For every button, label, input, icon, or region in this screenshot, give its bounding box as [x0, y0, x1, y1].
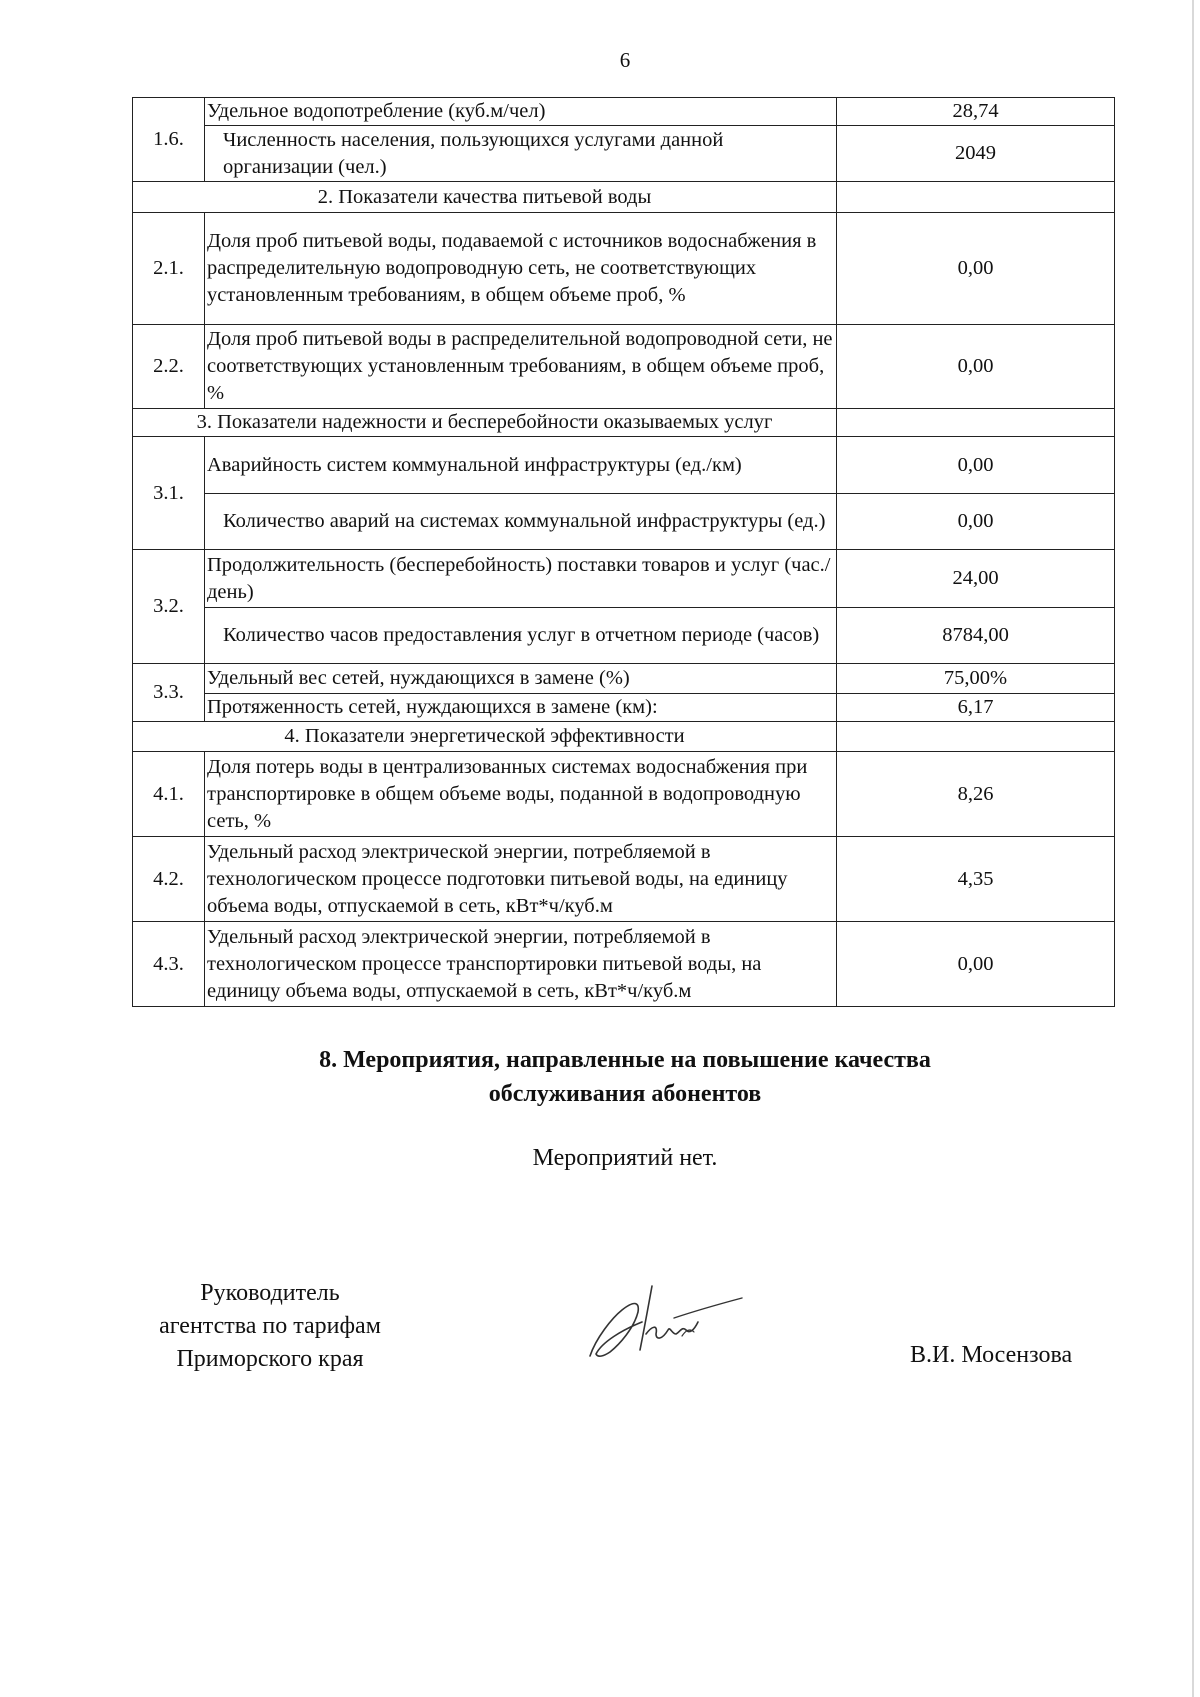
table-row [133, 550, 1115, 608]
indicator-value: 0,00 [837, 325, 1115, 409]
indicator-description: Доля потерь воды в централизованных системах водоснабжения при транспортировке в общем объеме воды, поданной в водопроводную сеть, % [205, 752, 837, 837]
indicator-value: 2049 [837, 126, 1115, 182]
indicator-number: 1.6. [133, 98, 205, 182]
indicator-value: 75,00% [837, 664, 1115, 694]
section-value-cell [837, 722, 1115, 752]
section-8-heading [0, 1043, 1200, 1111]
indicator-value: 0,00 [837, 494, 1115, 550]
table-row [133, 126, 1115, 182]
section-title: 3. Показатели надежности и бесперебойности оказываемых услуг [133, 409, 837, 437]
indicator-number: 4.3. [133, 922, 205, 1007]
indicator-number: 2.1. [133, 213, 205, 325]
indicator-value: 24,00 [837, 550, 1115, 608]
indicator-description: Продолжительность (бесперебойность) поставки товаров и услуг (час./день) [205, 550, 837, 608]
table-row [133, 664, 1115, 694]
indicator-description: Доля проб питьевой воды в распределительной водопроводной сети, не соответствующих установленным требованиям, в общем объеме проб, % [205, 325, 837, 409]
table-row [133, 608, 1115, 664]
indicator-value: 8784,00 [837, 608, 1115, 664]
indicator-description: Удельный расход электрической энергии, потребляемой в технологическом процессе транспортировки питьевой воды, на единицу объема воды, отпускаемой в сеть, кВт*ч/куб.м [205, 922, 837, 1007]
indicator-description: Количество часов предоставления услуг в отчетном периоде (часов) [205, 608, 837, 664]
section-8-text: Мероприятий нет. [532, 1145, 718, 1171]
table-row [133, 752, 1115, 837]
section-8-heading-line-2: обслуживания абонентов [488, 1081, 762, 1107]
indicator-number: 4.2. [133, 837, 205, 922]
page-number: 6 [619, 48, 631, 72]
signer-title-line-2: агентства по тарифам [159, 1313, 381, 1339]
indicator-description: Доля проб питьевой воды, подаваемой с источников водоснабжения в распределительную водопроводную сеть, не соответствующих установленным требованиям, в общем объеме проб, % [205, 213, 837, 325]
section-title: 2. Показатели качества питьевой воды [133, 182, 837, 213]
signer-name: В.И. Мосензова [910, 1342, 1073, 1368]
table-section-row [133, 409, 1115, 437]
section-value-cell [837, 409, 1115, 437]
table-row [133, 922, 1115, 1007]
indicator-description: Удельный расход электрической энергии, потребляемой в технологическом процессе подготовки питьевой воды, на единицу объема воды, отпускаемой в сеть, кВт*ч/куб.м [205, 837, 837, 922]
indicator-value: 6,17 [837, 694, 1115, 722]
indicator-number: 2.2. [133, 325, 205, 409]
signer-title [120, 1277, 420, 1376]
table-row [133, 694, 1115, 722]
section-title: 4. Показатели энергетической эффективности [133, 722, 837, 752]
indicator-description: Удельный вес сетей, нуждающихся в замене (%) [205, 664, 837, 694]
indicator-number: 3.1. [133, 437, 205, 550]
table-row [133, 494, 1115, 550]
indicators-table [132, 97, 1115, 1007]
indicator-value: 8,26 [837, 752, 1115, 837]
table-row [133, 213, 1115, 325]
signer-title-line-3: Приморского края [176, 1346, 364, 1372]
table-row [133, 98, 1115, 126]
table-row [133, 437, 1115, 494]
section-8-heading-line-1: 8. Мероприятия, направленные на повышение качества [319, 1047, 931, 1073]
indicator-value: 28,74 [837, 98, 1115, 126]
indicator-description: Удельное водопотребление (куб.м/чел) [205, 98, 837, 126]
handwritten-signature [582, 1278, 752, 1368]
signer-title-line-1: Руководитель [200, 1280, 340, 1306]
indicator-number: 3.2. [133, 550, 205, 664]
table-row [133, 325, 1115, 409]
table-row [133, 837, 1115, 922]
indicator-value: 0,00 [837, 922, 1115, 1007]
table-section-row [133, 182, 1115, 213]
indicator-value: 0,00 [837, 437, 1115, 494]
indicator-description: Количество аварий на системах коммунальной инфраструктуры (ед.) [205, 494, 837, 550]
indicator-value: 0,00 [837, 213, 1115, 325]
indicators-table-body [133, 98, 1115, 1007]
indicator-description: Аварийность систем коммунальной инфраструктуры (ед./км) [205, 437, 837, 494]
table-section-row [133, 722, 1115, 752]
indicator-value: 4,35 [837, 837, 1115, 922]
indicator-description: Численность населения, пользующихся услугами данной организации (чел.) [205, 126, 837, 182]
indicator-number: 3.3. [133, 664, 205, 722]
indicator-description: Протяженность сетей, нуждающихся в замене (км): [205, 694, 837, 722]
section-value-cell [837, 182, 1115, 213]
scan-edge-line [1192, 0, 1194, 1697]
indicator-number: 4.1. [133, 752, 205, 837]
